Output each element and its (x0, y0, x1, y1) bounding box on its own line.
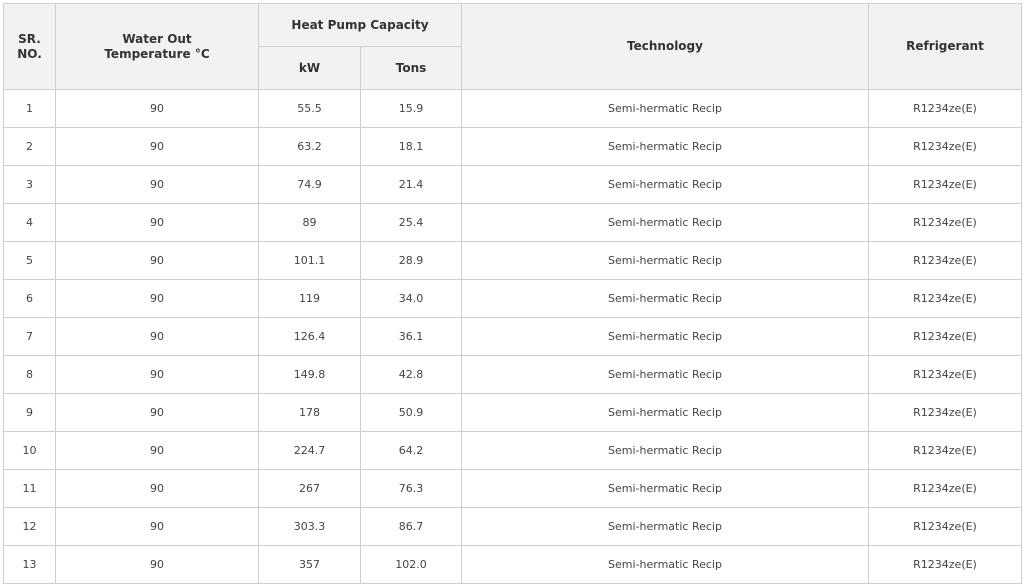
refrigerant-cell: R1234ze(E) (869, 280, 1022, 318)
kw-header: kW (259, 47, 361, 90)
table-row (4, 166, 1022, 204)
tons-cell: 21.4 (361, 166, 462, 204)
technology-cell: Semi-hermatic Recip (462, 280, 869, 318)
technology-cell: Semi-hermatic Recip (462, 204, 869, 242)
tons-cell: 64.2 (361, 432, 462, 470)
table-row (4, 318, 1022, 356)
water-header-line2: Temperature °C (104, 46, 210, 61)
water-out-temperature-header (56, 4, 259, 90)
heat-pump-capacity-header: Heat Pump Capacity (259, 4, 462, 47)
technology-cell: Semi-hermatic Recip (462, 90, 869, 128)
refrigerant-cell: R1234ze(E) (869, 90, 1022, 128)
refrigerant-cell: R1234ze(E) (869, 546, 1022, 584)
sr-no-cell: 1 (4, 90, 56, 128)
refrigerant-cell: R1234ze(E) (869, 128, 1022, 166)
kw-cell: 357 (259, 546, 361, 584)
water-out-temperature-cell: 90 (56, 546, 259, 584)
water-out-temperature-cell: 90 (56, 280, 259, 318)
water-out-temperature-cell: 90 (56, 394, 259, 432)
water-out-temperature-cell: 90 (56, 508, 259, 546)
tons-cell: 42.8 (361, 356, 462, 394)
sr-no-cell: 10 (4, 432, 56, 470)
water-out-temperature-cell: 90 (56, 204, 259, 242)
technology-cell: Semi-hermatic Recip (462, 128, 869, 166)
water-out-temperature-cell: 90 (56, 318, 259, 356)
water-out-temperature-cell: 90 (56, 128, 259, 166)
tons-cell: 18.1 (361, 128, 462, 166)
kw-cell: 119 (259, 280, 361, 318)
kw-cell: 63.2 (259, 128, 361, 166)
tons-cell: 102.0 (361, 546, 462, 584)
kw-cell: 74.9 (259, 166, 361, 204)
table-row (4, 204, 1022, 242)
kw-cell: 224.7 (259, 432, 361, 470)
technology-cell: Semi-hermatic Recip (462, 318, 869, 356)
table-body (4, 90, 1022, 584)
tons-cell: 50.9 (361, 394, 462, 432)
sr-no-cell: 5 (4, 242, 56, 280)
sr-header-line1: SR. (18, 31, 41, 46)
table-header (4, 4, 1022, 90)
tons-cell: 15.9 (361, 90, 462, 128)
kw-cell: 89 (259, 204, 361, 242)
table-row (4, 508, 1022, 546)
water-header-line1: Water Out (122, 31, 192, 46)
water-out-temperature-cell: 90 (56, 90, 259, 128)
refrigerant-cell: R1234ze(E) (869, 204, 1022, 242)
tons-cell: 76.3 (361, 470, 462, 508)
kw-cell: 149.8 (259, 356, 361, 394)
kw-cell: 126.4 (259, 318, 361, 356)
refrigerant-cell: R1234ze(E) (869, 318, 1022, 356)
kw-cell: 303.3 (259, 508, 361, 546)
water-out-temperature-cell: 90 (56, 356, 259, 394)
water-out-temperature-cell: 90 (56, 166, 259, 204)
technology-cell: Semi-hermatic Recip (462, 470, 869, 508)
sr-no-cell: 8 (4, 356, 56, 394)
sr-header-line2: NO. (17, 46, 42, 61)
sr-no-cell: 3 (4, 166, 56, 204)
table-row (4, 128, 1022, 166)
technology-cell: Semi-hermatic Recip (462, 166, 869, 204)
sr-no-cell: 7 (4, 318, 56, 356)
refrigerant-cell: R1234ze(E) (869, 508, 1022, 546)
sr-no-cell: 4 (4, 204, 56, 242)
tons-cell: 25.4 (361, 204, 462, 242)
table-row (4, 90, 1022, 128)
refrigerant-header: Refrigerant (869, 4, 1022, 90)
water-out-temperature-cell: 90 (56, 470, 259, 508)
sr-no-cell: 13 (4, 546, 56, 584)
technology-cell: Semi-hermatic Recip (462, 546, 869, 584)
tons-cell: 28.9 (361, 242, 462, 280)
table-row (4, 394, 1022, 432)
refrigerant-cell: R1234ze(E) (869, 166, 1022, 204)
refrigerant-cell: R1234ze(E) (869, 394, 1022, 432)
kw-cell: 101.1 (259, 242, 361, 280)
table-row (4, 356, 1022, 394)
technology-cell: Semi-hermatic Recip (462, 356, 869, 394)
tons-cell: 34.0 (361, 280, 462, 318)
sr-no-cell: 6 (4, 280, 56, 318)
technology-cell: Semi-hermatic Recip (462, 242, 869, 280)
kw-cell: 267 (259, 470, 361, 508)
table-row (4, 432, 1022, 470)
refrigerant-cell: R1234ze(E) (869, 242, 1022, 280)
table-row (4, 546, 1022, 584)
sr-no-header (4, 4, 56, 90)
sr-no-cell: 12 (4, 508, 56, 546)
sr-no-cell: 9 (4, 394, 56, 432)
table-row (4, 242, 1022, 280)
technology-cell: Semi-hermatic Recip (462, 508, 869, 546)
kw-cell: 178 (259, 394, 361, 432)
water-out-temperature-cell: 90 (56, 242, 259, 280)
sr-no-cell: 11 (4, 470, 56, 508)
refrigerant-cell: R1234ze(E) (869, 470, 1022, 508)
sr-no-cell: 2 (4, 128, 56, 166)
tons-cell: 86.7 (361, 508, 462, 546)
refrigerant-cell: R1234ze(E) (869, 356, 1022, 394)
table-row (4, 470, 1022, 508)
heat-pump-table (3, 3, 1022, 584)
kw-cell: 55.5 (259, 90, 361, 128)
refrigerant-cell: R1234ze(E) (869, 432, 1022, 470)
tons-header: Tons (361, 47, 462, 90)
water-out-temperature-cell: 90 (56, 432, 259, 470)
table-row (4, 280, 1022, 318)
technology-cell: Semi-hermatic Recip (462, 394, 869, 432)
technology-cell: Semi-hermatic Recip (462, 432, 869, 470)
tons-cell: 36.1 (361, 318, 462, 356)
technology-header: Technology (462, 4, 869, 90)
